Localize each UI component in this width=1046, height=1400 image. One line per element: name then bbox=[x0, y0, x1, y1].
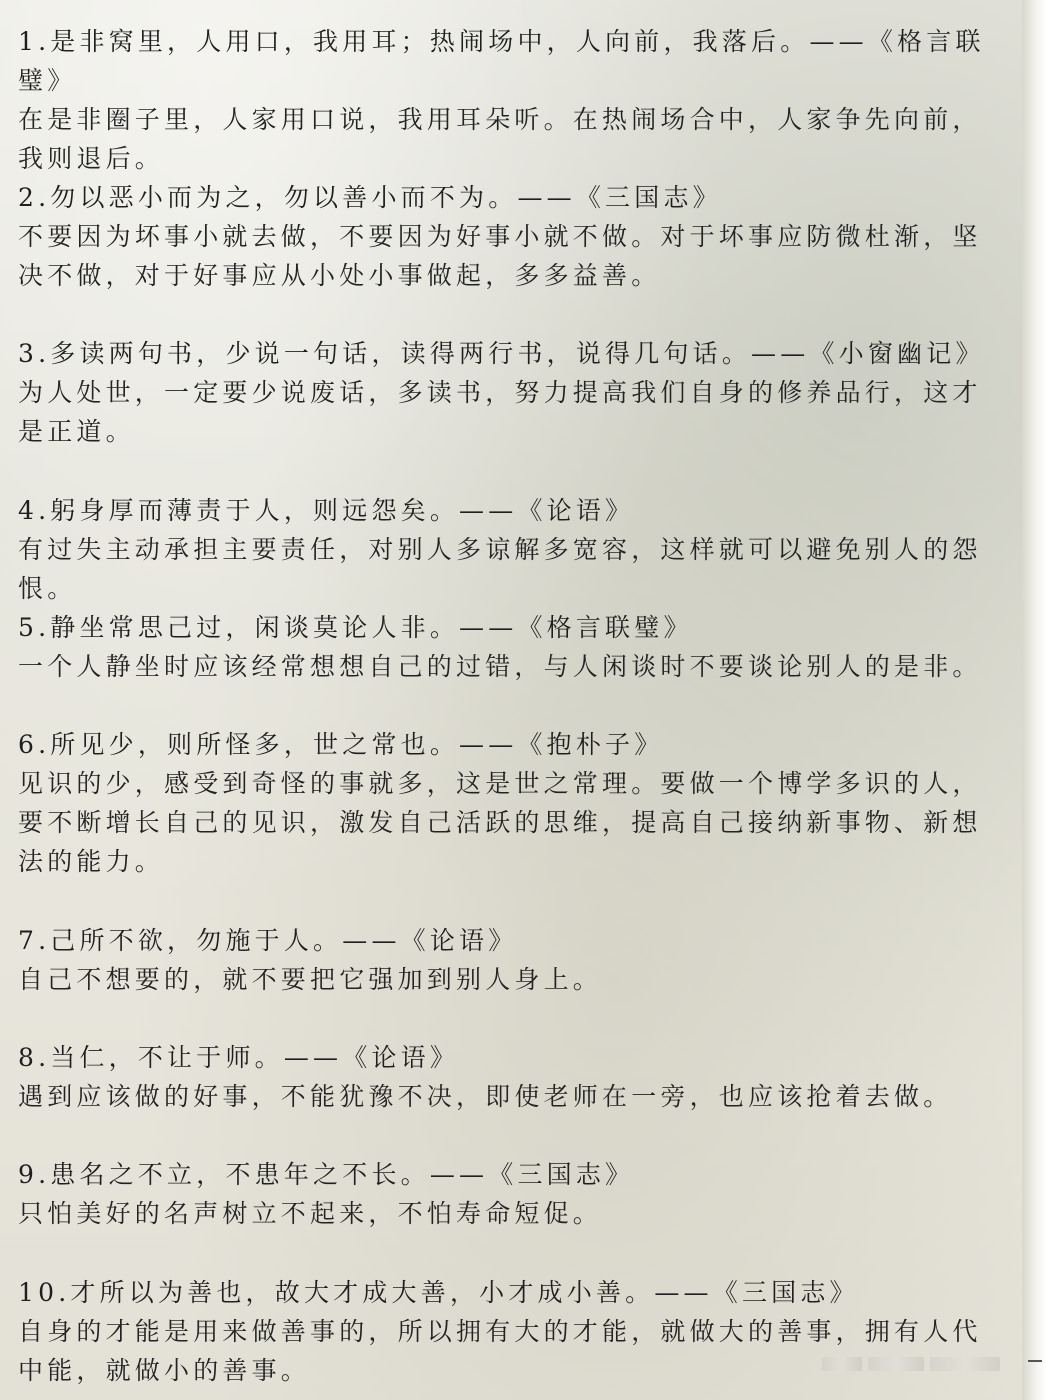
quote-explanation: 在是非圈子里，人家用口说，我用耳朵听。在热闹场合中，人家争先向前，我则退后。 bbox=[18, 105, 982, 173]
quote-text: 6.所见少，则所怪多，世之常也。——《抱朴子》 bbox=[18, 730, 664, 759]
quote-entry-6 bbox=[18, 725, 1008, 881]
quote-text: 9.患名之不立，不患年之不长。——《三国志》 bbox=[18, 1160, 635, 1189]
quote-explanation: 只怕美好的名声树立不起来，不怕寿命短促。 bbox=[18, 1199, 603, 1228]
quote-explanation: 一个人静坐时应该经常想想自己的过错，与人闲谈时不要谈论别人的是非。 bbox=[18, 652, 982, 681]
quote-entry-8 bbox=[18, 1038, 1008, 1116]
quote-explanation: 有过失主动承担主要责任，对别人多谅解多宽容，这样就可以避免别人的怨恨。 bbox=[18, 535, 982, 603]
quote-entry-7 bbox=[18, 921, 1008, 999]
quote-text: 4.躬身厚而薄责于人，则远怨矣。——《论语》 bbox=[18, 496, 635, 525]
quote-explanation: 不要因为坏事小就去做，不要因为好事小就不做。对于坏事应防微杜渐，坚决不做，对于好事应从小处小事做起，多多益善。 bbox=[18, 222, 982, 290]
blurred-watermark bbox=[822, 1352, 1022, 1376]
quote-text: 8.当仁，不让于师。——《论语》 bbox=[18, 1043, 460, 1072]
watermark-blur bbox=[868, 1357, 924, 1371]
quote-text: 3.多读两句书，少说一句话，读得两行书，说得几句话。——《小窗幽记》 bbox=[18, 339, 985, 368]
quote-entry-2 bbox=[18, 178, 1008, 295]
quote-entry-4 bbox=[18, 491, 1008, 608]
quote-text: 10.才所以为善也，故大才成大善，小才成小善。——《三国志》 bbox=[18, 1278, 859, 1307]
quote-entry-5 bbox=[18, 608, 1008, 686]
quote-explanation: 自己不想要的，就不要把它强加到别人身上。 bbox=[18, 965, 603, 994]
quote-entry-3 bbox=[18, 334, 1008, 451]
quote-entry-1 bbox=[18, 22, 1008, 178]
quote-explanation: 为人处世，一定要少说废话，多读书，努力提高我们自身的修养品行，这才是正道。 bbox=[18, 378, 982, 446]
quote-explanation: 遇到应该做的好事，不能犹豫不决，即使老师在一旁，也应该抢着去做。 bbox=[18, 1082, 953, 1111]
quote-text: 5.静坐常思己过，闲谈莫论人非。——《格言联璧》 bbox=[18, 613, 693, 642]
quote-text: 1.是非窝里，人用口，我用耳；热闹场中，人向前，我落后。——《格言联璧》 bbox=[18, 27, 985, 95]
watermark-blur bbox=[822, 1357, 862, 1371]
quote-explanation: 见识的少，感受到奇怪的事就多，这是世之常理。要做一个博学多识的人，要不断增长自己的见识，激发自己活跃的思维，提高自己接纳新事物、新想法的能力。 bbox=[18, 769, 982, 876]
quote-text: 7.己所不欲，勿施于人。——《论语》 bbox=[18, 926, 518, 955]
quote-explanation: 自身的才能是用来做善事的，所以拥有大的才能，就做大的善事，拥有人代中能，就做小的善事。 bbox=[18, 1317, 982, 1385]
quote-text: 2.勿以恶小而为之，勿以善小而不为。——《三国志》 bbox=[18, 183, 722, 212]
watermark-blur bbox=[930, 1357, 1000, 1371]
page-edge bbox=[1022, 0, 1046, 1400]
quote-entry-9 bbox=[18, 1155, 1008, 1233]
edge-mark bbox=[1028, 1360, 1042, 1362]
